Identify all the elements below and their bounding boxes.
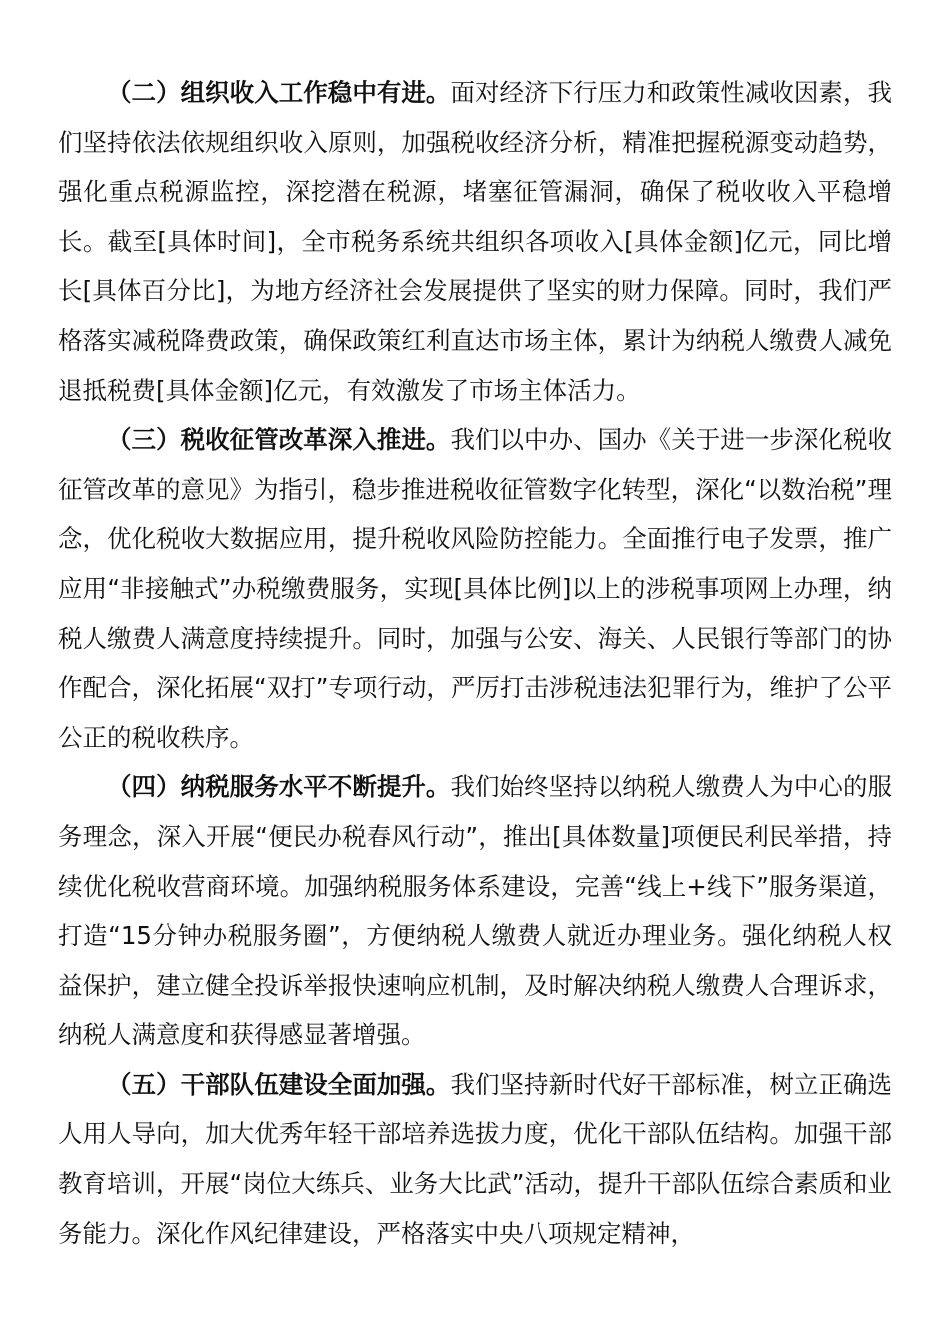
paragraph-team <box>58 1060 892 1258</box>
paragraph-text: 面对经济下行压力和政策性减收因素，我们坚持依法依规组织收入原则，加强税收经济分析，精准把握税源变动趋势，强化重点税源监控，深挖潜在税源，堵塞征管漏洞，确保了税收收入平稳增长。截至[具体时间]，全市税务系统共组织各项收入[具体金额]亿元，同比增长[具体百分比]，为地方经济社会发展提供了坚实的财力保障。同时，我们严格落实减税降费政策，确保政策红利直达市场主体，累计为纳税人缴费人减免退抵税费[具体金额]亿元，有效激发了市场主体活力。 <box>58 78 892 405</box>
paragraph-text: 我们坚持新时代好干部标准，树立正确选人用人导向，加大优秀年轻干部培养选拔力度，优化干部队伍结构。加强干部教育培训，开展“岗位大练兵、业务大比武”活动，提升干部队伍综合素质和业务能力。深化作风纪律建设，严格落实中央八项规定精神， <box>58 1069 892 1248</box>
paragraph-revenue <box>58 68 892 415</box>
paragraph-reform <box>58 415 892 762</box>
paragraph-heading: （四）纳税服务水平不断提升。 <box>107 772 451 802</box>
paragraph-text: 我们以中办、国办《关于进一步深化税收征管改革的意见》为指引，稳步推进税收征管数字化转型，深化“以数治税”理念，优化税收大数据应用，提升税收风险防控能力。全面推行电子发票，推广应用“非接触式”办税缴费服务，实现[具体比例]以上的涉税事项网上办理，纳税人缴费人满意度持续提升。同时，加强与公安、海关、人民银行等部门的协作配合，深化拓展“双打”专项行动，严厉打击涉税违法犯罪行为，维护了公平公正的税收秩序。 <box>58 425 892 752</box>
paragraph-heading: （二）组织收入工作稳中有进。 <box>107 78 451 107</box>
paragraph-text: 我们始终坚持以纳税人缴费人为中心的服务理念，深入开展“便民办税春风行动”，推出[具体数量]项便民利民举措，持续优化税收营商环境。加强纳税服务体系建设，完善“线上+线下”服务渠道，打造“15分钟办税服务圈”，方便纳税人缴费人就近办理业务。强化纳税人权益保护，建立健全投诉举报快速响应机制，及时解决纳税人缴费人合理诉求，纳税人满意度和获得感显著增强。 <box>58 772 892 1050</box>
document-body <box>58 68 892 1258</box>
paragraph-heading: （三）税收征管改革深入推进。 <box>107 425 451 455</box>
paragraph-service <box>58 762 892 1060</box>
paragraph-heading: （五）干部队伍建设全面加强。 <box>107 1069 451 1099</box>
